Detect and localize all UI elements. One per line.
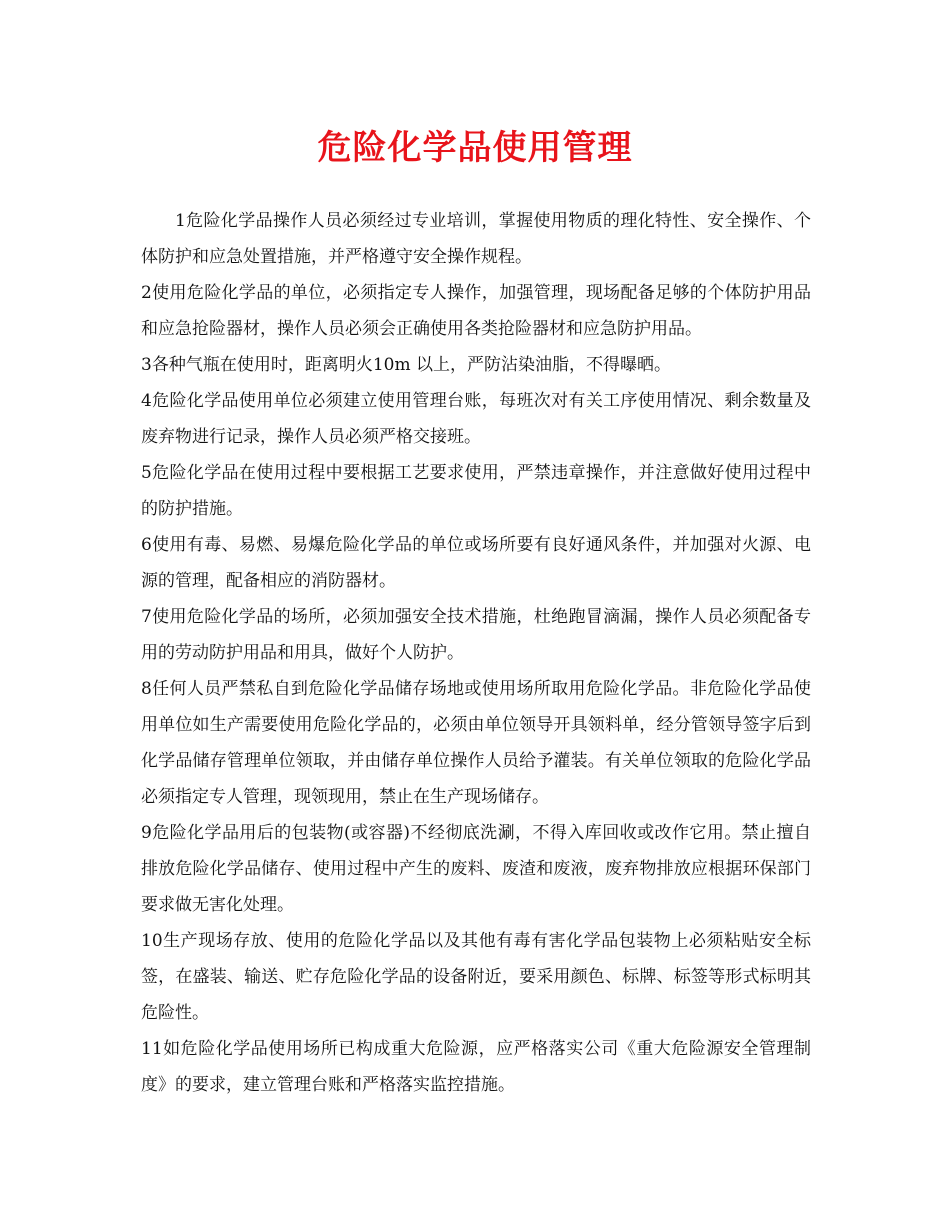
paragraph-6: 6使用有毒、易燃、易爆危险化学品的单位或场所要有良好通风条件，并加强对火源、电源的管理，配备相应的消防器材。 (141, 535, 811, 591)
paragraph-5: 5危险化学品在使用过程中要根据工艺要求使用，严禁违章操作，并注意做好使用过程中的防护措施。 (141, 463, 811, 519)
paragraph-2: 2使用危险化学品的单位，必须指定专人操作，加强管理，现场配备足够的个体防护用品和应急抢险器材，操作人员必须会正确使用各类抢险器材和应急防护用品。 (141, 283, 811, 339)
paragraph-3: 3各种气瓶在使用时，距离明火10m 以上，严防沾染油脂，不得曝晒。 (141, 355, 671, 375)
page-title: 危险化学品使用管理 (317, 128, 633, 168)
paragraph-11: 11如危险化学品使用场所已构成重大危险源，应严格落实公司《重大危险源安全管理制度》的要求，建立管理台账和严格落实监控措施。 (141, 1039, 811, 1095)
paragraph-4: 4危险化学品使用单位必须建立使用管理台账，每班次对有关工序使用情况、剩余数量及废弃物进行记录，操作人员必须严格交接班。 (141, 391, 811, 447)
paragraph-8: 8任何人员严禁私自到危险化学品储存场地或使用场所取用危险化学品。非危险化学品使用单位如生产需要使用危险化学品的，必须由单位领导开具领料单，经分管领导签字后到化学品储存管理单位领取，并由储存单位操作人员给予灌装。有关单位领取的危险化学品必须指定专人管理，现领现用，禁止在生产现场储存。 (141, 679, 811, 807)
paragraph-9: 9危险化学品用后的包装物(或容器)不经彻底洗涮，不得入库回收或改作它用。禁止擅自排放危险化学品储存、使用过程中产生的废料、废渣和废液，废弃物排放应根据环保部门要求做无害化处理。 (141, 823, 811, 915)
paragraph-7: 7使用危险化学品的场所，必须加强安全技术措施，杜绝跑冒滴漏，操作人员必须配备专用的劳动防护用品和用具，做好个人防护。 (141, 607, 811, 663)
document-body (141, 203, 811, 1103)
paragraph-1: 1危险化学品操作人员必须经过专业培训，掌握使用物质的理化特性、安全操作、个体防护和应急处置措施，并严格遵守安全操作规程。 (141, 211, 811, 267)
paragraph-10: 10生产现场存放、使用的危险化学品以及其他有毒有害化学品包装物上必须粘贴安全标签，在盛装、输送、贮存危险化学品的设备附近，要采用颜色、标牌、标签等形式标明其危险性。 (141, 931, 811, 1023)
